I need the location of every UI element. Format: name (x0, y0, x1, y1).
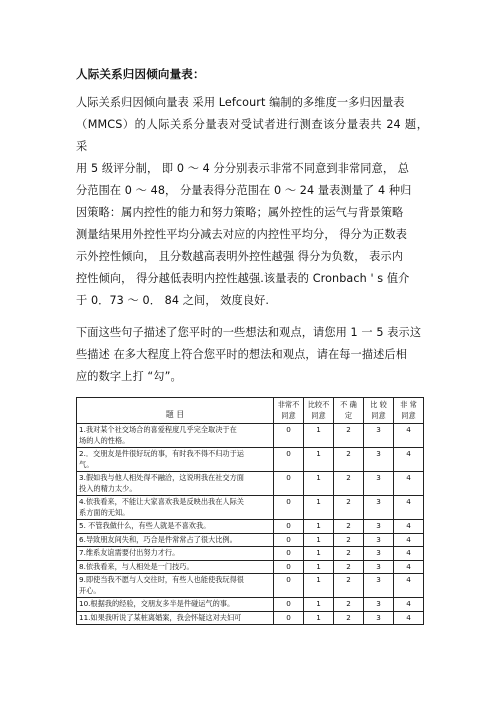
rating-option[interactable]: 0 (274, 448, 304, 472)
question-column-header: 题 目 (77, 398, 274, 424)
rating-option[interactable]: 4 (394, 424, 424, 448)
section-title: 人际关系归因倾向量表： (76, 67, 205, 81)
question-text-line: 场的人的性格。 (79, 435, 130, 445)
rating-option[interactable]: 0 (274, 520, 304, 534)
rating-option[interactable]: 2 (334, 598, 364, 612)
rating-option[interactable]: 0 (274, 547, 304, 561)
paragraph-line: 控性倾向， 得分越低表明内控性越强.该量表的 Cronbach ' s 值介 (76, 272, 410, 285)
table-row (77, 533, 424, 547)
option-column-header (304, 398, 334, 424)
rating-option[interactable]: 1 (304, 472, 334, 496)
question-text-line: 10.根据我的经验，交朋友多半是件碰运气的事。 (79, 599, 235, 608)
rating-option[interactable]: 3 (364, 611, 394, 625)
table-row (77, 547, 424, 561)
question-text-line: 投入的精力太少。 (79, 483, 137, 493)
rating-option[interactable]: 2 (334, 547, 364, 561)
question-cell (77, 424, 274, 448)
rating-option[interactable]: 1 (304, 547, 334, 561)
rating-option[interactable]: 3 (364, 574, 394, 598)
rating-option[interactable]: 3 (364, 598, 394, 612)
rating-option[interactable]: 2 (334, 472, 364, 496)
question-cell (77, 533, 274, 547)
question-text-line: 5. 不管我做什么，有些人就是不喜欢我。 (79, 521, 211, 530)
question-text-line: 4.依我看来，不能让大家喜欢我是反映出我在人际关 (79, 497, 244, 506)
rating-option[interactable]: 2 (334, 533, 364, 547)
option-header-line: 非 常 (400, 400, 417, 409)
rating-option[interactable]: 4 (394, 560, 424, 574)
rating-option[interactable]: 0 (274, 472, 304, 496)
question-cell (77, 520, 274, 534)
question-text-line: 9.即使当我不愿与人交往时，有些人也能使我玩得很 (79, 575, 244, 584)
paragraph-line: 测量结果用外控性平均分减去对应的内控性平均分， 得分为正数表 (76, 228, 407, 241)
rating-option[interactable]: 2 (334, 496, 364, 520)
paragraph-line: 用 5 级评分制， 即 0 ～ 4 分分别表示非常不同意到非常同意， 总 (76, 162, 410, 175)
rating-option[interactable]: 4 (394, 448, 424, 472)
rating-option[interactable]: 4 (394, 598, 424, 612)
question-cell (77, 611, 274, 625)
question-text-line: 8.依我看来，与人相处是一门技巧。 (79, 561, 194, 571)
rating-option[interactable]: 3 (364, 448, 394, 472)
question-text-line: 3.假如我与他人相处得不融洽，这说明我在社交方面 (79, 473, 244, 482)
scale-description (76, 92, 428, 312)
question-cell (77, 496, 274, 520)
question-cell (77, 448, 274, 472)
table-row (77, 448, 424, 472)
table-row (77, 560, 424, 574)
rating-option[interactable]: 4 (394, 533, 424, 547)
question-cell (77, 560, 274, 574)
paragraph-line: （MMCS）的人际关系分量表对受试者进行测查该分量表共 24 题， 采 (76, 118, 428, 153)
rating-option[interactable]: 2 (334, 611, 364, 625)
questionnaire-table (76, 397, 424, 625)
question-text-line: 7.维系友谊需要付出努力才行。 (79, 548, 180, 557)
rating-option[interactable]: 4 (394, 520, 424, 534)
paragraph-line: 因策略：属内控性的能力和努力策略；属外控性的运气与背景策略 (76, 206, 404, 219)
table-row (77, 574, 424, 598)
rating-option[interactable]: 3 (364, 533, 394, 547)
rating-option[interactable]: 4 (394, 574, 424, 598)
paragraph-line: 于 0．73 ～ 0． 84 之间， 效度良好. (76, 294, 270, 307)
rating-option[interactable]: 3 (364, 472, 394, 496)
question-cell (77, 574, 274, 598)
option-header-line: 同意 (281, 410, 296, 420)
table-row (77, 520, 424, 534)
rating-option[interactable]: 1 (304, 574, 334, 598)
table-row (77, 611, 424, 625)
question-text-line: 2.．交朋友是件很好玩的事，有时我不得不归功于运 (79, 449, 244, 458)
question-text-line: 开心。 (79, 585, 101, 595)
rating-option[interactable]: 3 (364, 547, 394, 561)
paragraph-line: 人际关系归因倾向量表 采用 Lefcourt 编制的多维度一多归因量表 (76, 96, 405, 109)
option-header-line: 比较不 (307, 400, 330, 409)
question-text-line: 气。 (79, 459, 94, 469)
rating-option[interactable]: 4 (394, 547, 424, 561)
question-text-line: 1.我对某个社交场合的喜爱程度几乎完全取决于在 (79, 425, 237, 434)
rating-option[interactable]: 2 (334, 424, 364, 448)
option-header-line: 定 (344, 410, 353, 420)
rating-option[interactable]: 1 (304, 448, 334, 472)
rating-option[interactable]: 3 (364, 424, 394, 448)
rating-option[interactable]: 0 (274, 424, 304, 448)
rating-option[interactable]: 3 (364, 520, 394, 534)
option-header-line: 同意 (311, 410, 326, 420)
option-header-line: 比 较 (370, 400, 387, 409)
instruction-line: 下面这些句子描述了您平时的一些想法和观点，请您用 1 一 5 表示这 (76, 326, 422, 339)
question-text-line: 系方面的无知。 (79, 507, 130, 517)
rating-option[interactable]: 2 (334, 448, 364, 472)
option-header-line: 同意 (401, 410, 416, 420)
option-column-header (274, 398, 304, 424)
rating-option[interactable]: 1 (304, 611, 334, 625)
option-column-header (364, 398, 394, 424)
rating-option[interactable]: 3 (364, 496, 394, 520)
option-column-header (394, 398, 424, 424)
rating-option[interactable]: 0 (274, 611, 304, 625)
option-header-line: 非常不 (277, 400, 300, 409)
rating-option[interactable]: 0 (274, 496, 304, 520)
rating-option[interactable]: 4 (394, 611, 424, 625)
question-cell (77, 472, 274, 496)
table-row (77, 424, 424, 448)
rating-option[interactable]: 0 (274, 533, 304, 547)
rating-option[interactable]: 4 (394, 496, 424, 520)
rating-option[interactable]: 2 (334, 560, 364, 574)
option-header-line: 同意 (371, 410, 386, 420)
instruction-line: 应的数字上打 “勾”。 (76, 370, 182, 383)
option-column-header (334, 398, 364, 424)
paragraph-line: 分范围在 0 ～ 48， 分量表得分范围在 0 ～ 24 量表测量了 4 种归 (76, 184, 412, 197)
option-header-line: 不 确 (340, 400, 357, 409)
rating-option[interactable]: 1 (304, 560, 334, 574)
rating-option[interactable]: 3 (364, 560, 394, 574)
table-row (77, 496, 424, 520)
rating-option[interactable]: 0 (274, 560, 304, 574)
rating-option[interactable]: 1 (304, 496, 334, 520)
rating-option[interactable]: 0 (274, 598, 304, 612)
instruction-line: 些描述 在多大程度上符合您平时的想法和观点，请在每一描述后相 (76, 348, 407, 361)
question-cell (77, 598, 274, 612)
rating-option[interactable]: 1 (304, 520, 334, 534)
table-row (77, 598, 424, 612)
paragraph-line: 示外控性倾向， 且分数越高表明外控性越强 得分为负数， 表示内 (76, 250, 404, 263)
rating-option[interactable]: 1 (304, 424, 334, 448)
rating-option[interactable]: 4 (394, 472, 424, 496)
question-cell (77, 547, 274, 561)
rating-option[interactable]: 1 (304, 598, 334, 612)
rating-option[interactable]: 1 (304, 533, 334, 547)
table-header-row (77, 398, 424, 424)
rating-option[interactable]: 2 (334, 520, 364, 534)
instructions (76, 322, 428, 388)
rating-option[interactable]: 2 (334, 574, 364, 598)
question-text-line: 11.如果我听说了某桩离婚案，我会怀疑这对夫妇可 (79, 612, 242, 622)
rating-option[interactable]: 0 (274, 574, 304, 598)
question-text-line: 6.导致朋友间失和，巧合是件常常占了很大比例。 (79, 534, 237, 544)
table-row (77, 472, 424, 496)
